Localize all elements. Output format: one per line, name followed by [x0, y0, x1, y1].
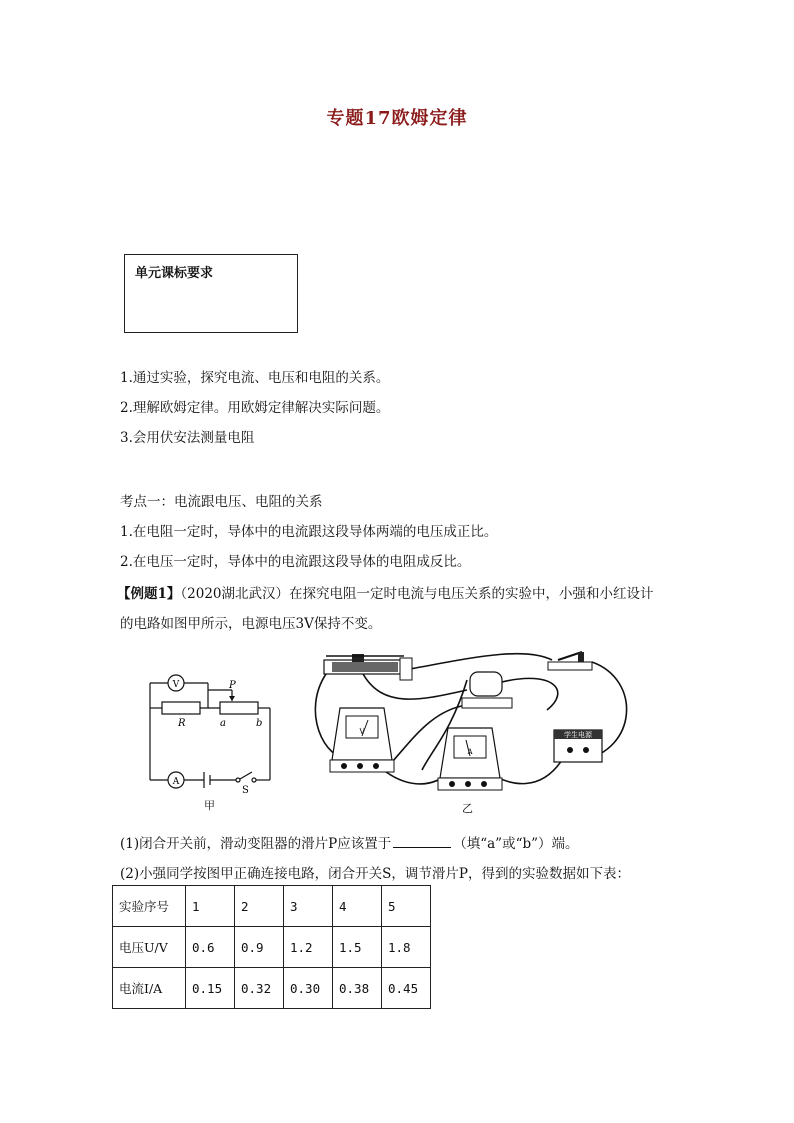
- table-cell: 0.32: [235, 968, 284, 1009]
- requirement-3: 3.会用伏安法测量电阻: [120, 430, 255, 446]
- table-cell: 0.38: [333, 968, 382, 1009]
- kaodian-point-2: 2.在电压一定时，导体中的电流跟这段导体的电阻成反比。: [120, 554, 471, 570]
- slider-label: P: [229, 680, 236, 691]
- table-cell: 0.6: [186, 927, 235, 968]
- data-table: [112, 885, 431, 1009]
- table-cell: 2: [235, 886, 284, 927]
- rheostat-device: [324, 654, 412, 680]
- resistor-label: R: [178, 718, 186, 729]
- question-1-text: (1)闭合开关前，滑动变阻器的滑片P应该置于: [120, 836, 392, 852]
- kaodian-point-1: 1.在电阻一定时，导体中的电流跟这段导体两端的电压成正比。: [120, 524, 498, 540]
- requirement-1: 1.通过实验，探究电流、电压和电阻的关系。: [120, 370, 390, 386]
- ammeter-device: [438, 728, 502, 790]
- apparatus-figure-yi: [302, 650, 632, 800]
- question-2: (2)小强同学按图甲正确连接电路，闭合开关S，调节滑片P，得到的实验数据如下表：: [120, 866, 630, 882]
- table-cell: 4: [333, 886, 382, 927]
- example-text-1: （2020湖北武汉）在探究电阻一定时电流与电压关系的实验中，小强和小红设计: [180, 586, 654, 602]
- resistor-device: [462, 672, 512, 708]
- example-tag: 【例题1】: [117, 586, 181, 602]
- resistor-symbol: [162, 702, 200, 714]
- switch-symbol: [240, 772, 252, 779]
- table-cell: 0.45: [382, 968, 431, 1009]
- terminal-a-label: a: [220, 718, 226, 729]
- page-title: 专题17欧姆定律: [326, 108, 468, 129]
- table-cell: 0.30: [284, 968, 333, 1009]
- requirement-2: 2.理解欧姆定律。用欧姆定律解决实际问题。: [120, 400, 390, 416]
- power-supply-device: [554, 730, 602, 762]
- question-1-suffix: （填“a”或“b”）端。: [453, 836, 579, 852]
- ammeter-label: A: [172, 777, 180, 787]
- voltmeter-device-label: V: [359, 728, 365, 736]
- question-1: [120, 832, 579, 852]
- example-line-1: [117, 582, 654, 602]
- table-cell: 1.5: [333, 927, 382, 968]
- table-cell: 1.8: [382, 927, 431, 968]
- table-row: [113, 968, 431, 1009]
- table-cell: 0.15: [186, 968, 235, 1009]
- voltmeter-device: [330, 708, 394, 772]
- rheostat-symbol: [220, 702, 258, 714]
- switch-device: [548, 652, 592, 670]
- table-header-cell: 电压U/V: [113, 927, 186, 968]
- ammeter-device-label: A: [467, 748, 473, 756]
- answer-blank[interactable]: [393, 835, 451, 848]
- table-header-cell: 电流I/A: [113, 968, 186, 1009]
- table-cell: 3: [284, 886, 333, 927]
- table-cell: 1: [186, 886, 235, 927]
- example-line-2: 的电路如图甲所示，电源电压3V保持不变。: [120, 616, 382, 632]
- figure-yi-caption: 乙: [462, 802, 473, 815]
- table-cell: 5: [382, 886, 431, 927]
- kaodian-heading: 考点一：电流跟电压、电阻的关系: [120, 494, 323, 510]
- terminal-b-label: b: [256, 718, 263, 729]
- requirements-box: [124, 254, 298, 333]
- power-supply-label: 学生电源: [564, 731, 592, 739]
- voltmeter-label: V: [172, 680, 180, 690]
- circuit-diagram-jia: [140, 665, 280, 796]
- requirements-box-label: 单元课标要求: [135, 266, 214, 281]
- table-cell: 0.9: [235, 927, 284, 968]
- table-row: [113, 886, 431, 927]
- table-row: [113, 927, 431, 968]
- switch-label: S: [242, 785, 249, 796]
- figure-jia-caption: 甲: [204, 799, 215, 812]
- table-header-cell: 实验序号: [113, 886, 186, 927]
- table-cell: 1.2: [284, 927, 333, 968]
